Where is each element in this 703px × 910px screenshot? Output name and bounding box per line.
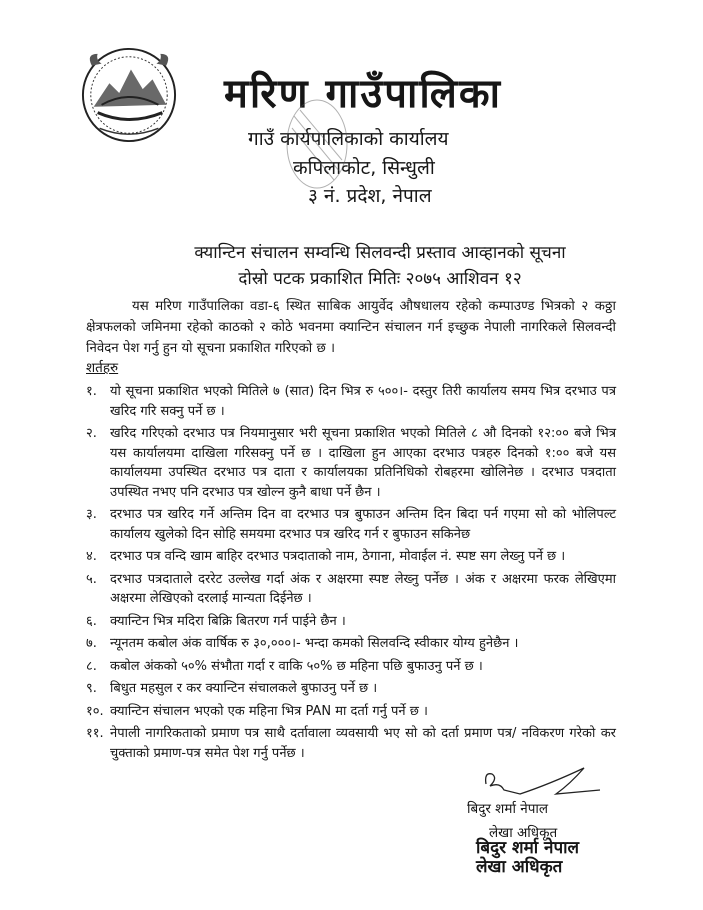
signatory-name: बिदुर शर्मा नेपाल [467, 801, 549, 817]
condition-item: १०. क्यान्टिन संचालन भएको एक महिना भित्र PAN मा दर्ता गर्नु पर्ने छ । [86, 703, 428, 719]
condition-item: ११. नेपाली नागरिकताको प्रमाण पत्र साथै दर्तावाला व्यवसायी भए सो को दर्ता प्रमाण पत्र/ नविकरण गरेको कर चुक्ताको प्रमाण-पत्र समेत पेश गर्नु पर्नेछ । [86, 726, 616, 761]
office-province: ३ नं. प्रदेश, नेपाल [308, 185, 432, 207]
condition-item: २. खरिद गरिएको दरभाउ पत्र नियमानुसार भरी सूचना प्रकाशित भएको मितिले ८ औ दिनको १२:०० बजे भित्र यस कार्यालयमा दाखिला गरिसक्नु पर्ने छ । दाखिला हुन आएका दरभाउ पत्रहरु दिनको १:०० बजे यस कार्यालयमा उपस्थित दरभाउ पत्र दाता र कार्यालयका प्रतिनिधिको रोबहरमा खोलिनेछ । दरभाउ पत्रदाता उपस्थित नभए पनि दरभाउ पत्र खोल्न कुनै बाधा पर्ने छैन । [86, 426, 616, 500]
office-location: कपिलाकोट, सिन्धुली [293, 157, 435, 179]
notice-title: क्यान्टिन संचालन सम्वन्धि सिलवन्दी प्रस्ताव आव्हानको सूचना [194, 243, 566, 263]
signatory-designation: लेखा अधिकृत [489, 825, 558, 841]
intro-paragraph [86, 296, 616, 359]
signatory-stamp [476, 839, 579, 877]
condition-item: ७. न्यूनतम कबोल अंक वार्षिक रु ३०,०००।- भन्दा कमको सिलवन्दि स्वीकार योग्य हुनेछैन । [86, 636, 519, 651]
office-stamp-icon [282, 96, 352, 192]
conditions-heading: शर्तहरु [86, 360, 119, 376]
publication-date-line: दोस्रो पटक प्रकाशित मितिः २०७५ आशिवन १२ [238, 269, 522, 289]
condition-item: १. यो सूचना प्रकाशित भएको मितिले ७ (सात) दिन भित्र रु ५००।- दस्तुर तिरी कार्यालय समय भित्र दरभाउ पत्र खरिद गरि सक्नु पर्ने छ । [86, 384, 616, 419]
condition-item: ५. दरभाउ पत्रदाताले दररेट उल्लेख गर्दा अंक र अक्षरमा स्पष्ट लेख्नु पर्नेछ । अंक र अक्षरमा फरक लेखिएमा अक्षरमा लेखिएको दरलाई मान्यता दिईनेछ । [86, 571, 616, 606]
condition-item: ९. बिधुत महसुल र कर क्यान्टिन संचालकले बुफाउनु पर्ने छ । [86, 681, 378, 696]
nepal-emblem-icon [80, 46, 178, 144]
stamp-designation: लेखा अधिकृत [476, 857, 563, 877]
conditions-list [86, 382, 616, 766]
condition-item: ४. दरभाउ पत्र वन्दि खाम बाहिर दरभाउ पत्रदाताको नाम, ठेगाना, मोवाईल नं. स्पष्ट सग लेख्नु पर्ने छ । [86, 549, 566, 564]
office-name: मरिण गाउँपालिका [224, 70, 502, 117]
condition-item: ३. दरभाउ पत्र खरिद गर्ने अन्तिम दिन वा दरभाउ पत्र बुफाउन अन्तिम दिन बिदा पर्न गएमा सो को भोलिपल्ट कार्यालय खुलेको दिन सोहि समयमा दरभाउ पत्र खरिद गर्न र बुफाउन सकिनेछ [86, 507, 616, 542]
condition-item: ६. क्यान्टिन भित्र मदिरा बिक्रि बितरण गर्न पाईने छैन । [86, 613, 346, 629]
intro-text: यस मरिण गाउँपालिका वडा-६ स्थित साबिक आयुर्वेद औषधालय रहेको कम्पाउण्ड भित्रको २ कठ्ठा क्षेत्रफलको जमिनमा रहेको काठको २ कोठे भवनमा क्यान्टिन संचालन गर्न इच्छुक नेपाली नागरिकले सिलवन्दी निवेदन पेश गर्नु हुन यो सूचना प्रकाशित गरिएको छ । [86, 299, 616, 356]
stamp-name: बिदुर शर्मा नेपाल [476, 838, 580, 858]
office-subtitle: गाउँ कार्यपालिकाको कार्यालय [248, 128, 449, 150]
condition-item: ८. कबोल अंकको ५०% संभौता गर्दा र वाकि ५०% छ महिना पछि बुफाउनु पर्ने छ । [86, 658, 483, 674]
